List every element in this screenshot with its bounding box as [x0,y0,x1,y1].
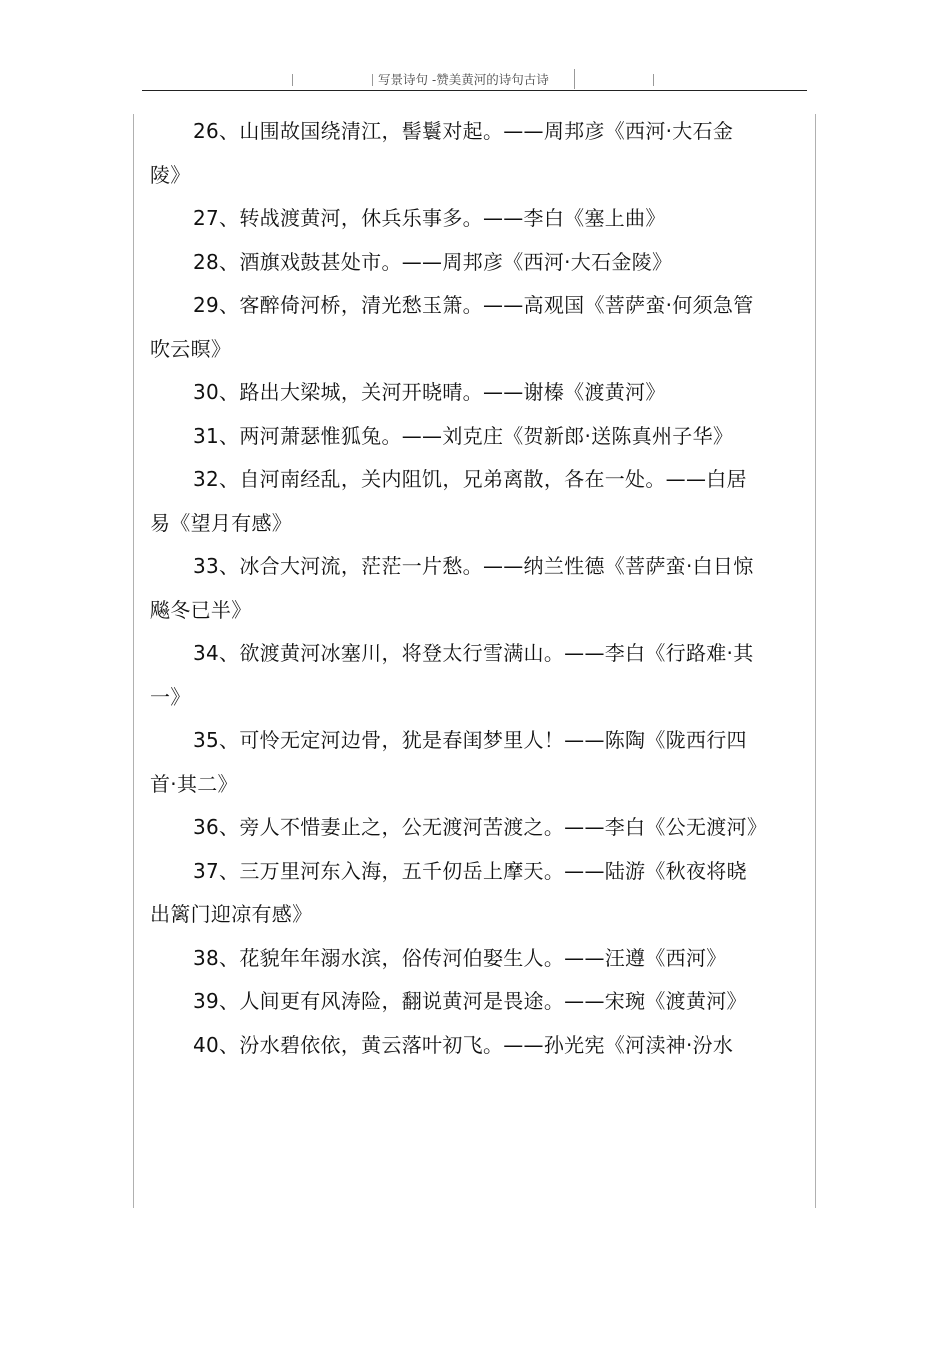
right-margin-line [815,114,816,1208]
header-divider [292,74,293,86]
header-divider [574,69,575,89]
poem-entry-32: 32、自河南经乱，关内阻饥，兄弟离散，各在一处。——白居易《望月有感》 [150,467,747,535]
poem-list [150,110,768,1067]
poem-entry-29: 29、客醉倚河桥，清光愁玉箫。——高观国《菩萨蛮·何须急管吹云暝》 [150,293,754,361]
poem-entry-33: 33、冰合大河流，茫茫一片愁。——纳兰性德《菩萨蛮·白日惊飚冬已半》 [150,554,754,622]
poem-entry-37: 37、三万里河东入海，五千仞岳上摩天。——陆游《秋夜将晓出篱门迎凉有感》 [150,858,747,926]
header-title: 写景诗句 -赞美黄河的诗句古诗 [378,72,549,87]
poem-entry-26: 26、山围故国绕清江，髻鬟对起。——周邦彦《西河·大石金陵》 [150,119,734,187]
header-rule [142,90,807,91]
poem-entry-35: 35、可怜无定河边骨，犹是春闺梦里人！——陈陶《陇西行四首·其二》 [150,728,747,796]
poem-entry-30: 30、路出大梁城，关河开晓晴。——谢榛《渡黄河》 [193,380,666,404]
poem-entry-40: 40、汾水碧依依，黄云落叶初飞。——孙光宪《河渎神·汾水 [193,1032,734,1057]
poem-entry-38: 38、花貌年年溺水滨，俗传河伯娶生人。——汪遵《西河》 [193,945,727,970]
poem-entry-27: 27、转战渡黄河，休兵乐事多。——李白《塞上曲》 [193,206,666,230]
header-divider [653,74,654,86]
poem-entry-28: 28、酒旗戏鼓甚处市。——周邦彦《西河·大石金陵》 [193,249,673,274]
poem-entry-31: 31、两河萧瑟惟狐兔。——刘克庄《贺新郎·送陈真州子华》 [193,423,734,448]
poem-entry-36: 36、旁人不惜妻止之，公无渡河苦渡之。——李白《公无渡河》 [193,815,768,839]
header-divider [372,74,373,86]
poem-entry-34: 34、欲渡黄河冰塞川，将登太行雪满山。——李白《行路难·其一》 [150,641,754,709]
poem-entry-39: 39、人间更有风涛险，翻说黄河是畏途。——宋琬《渡黄河》 [193,989,747,1013]
left-margin-line [133,114,134,1208]
